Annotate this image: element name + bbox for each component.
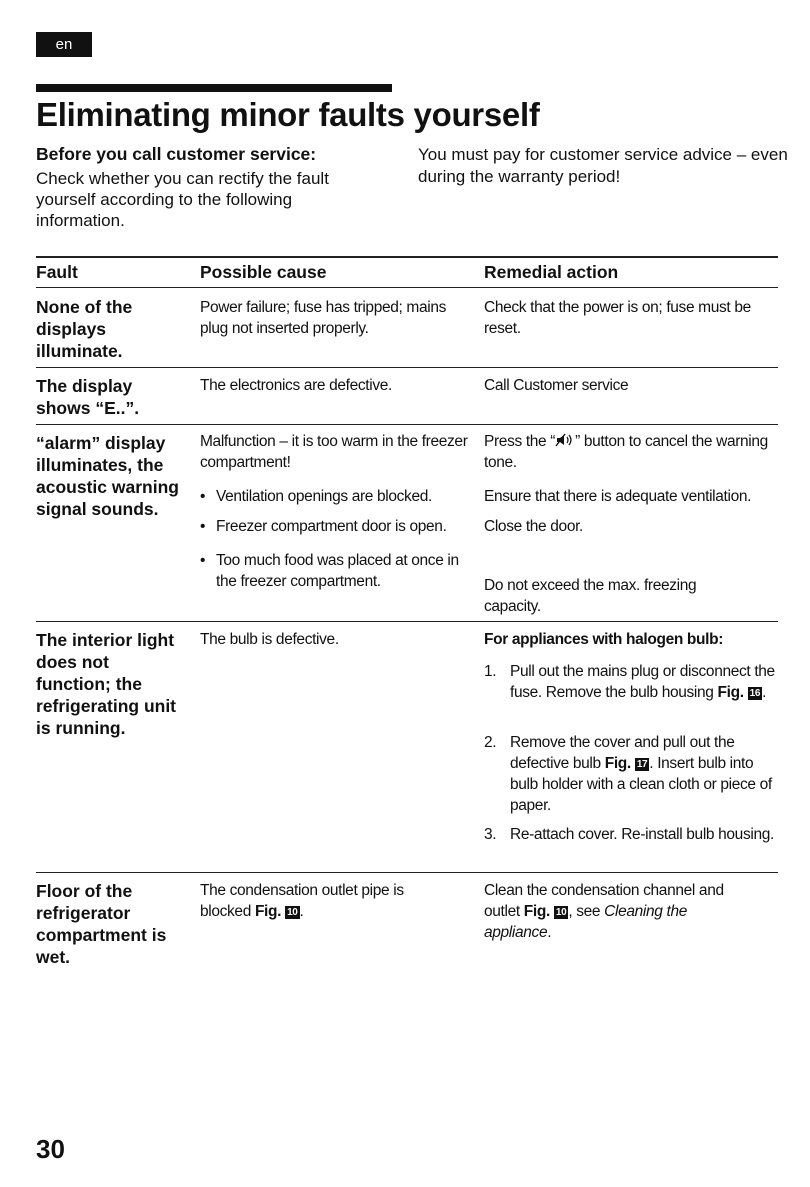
step-1-after: . [762, 684, 767, 701]
header-cause: Possible cause [200, 262, 327, 282]
title-rule [36, 84, 392, 92]
step-number: 3. [484, 826, 497, 843]
row-rule [36, 872, 778, 873]
cause-after: . [299, 903, 304, 920]
fault-floor-wet-text: Floor of the refrigerator compartment is wet. [36, 881, 167, 967]
row-rule [36, 424, 778, 425]
figure-ref-badge: 10 [287, 907, 298, 918]
cause-electronics: The electronics are defective. [200, 377, 392, 394]
cause-door-open [200, 516, 475, 537]
cause-bulb-defective: The bulb is defective. [200, 631, 339, 648]
step-number: 1. [484, 663, 497, 680]
remedy-clean-text: Clean the condensation channel and outlet [484, 882, 724, 920]
warranty-note: You must pay for customer service advice – even during the warranty period! [418, 145, 788, 186]
remedy-call-service: Call Customer service [484, 377, 629, 394]
figure-ref-badge: 16 [749, 688, 761, 699]
fault-floor-wet [36, 880, 186, 968]
cause-condensation-text: The condensation outlet pipe is blocked [200, 882, 404, 920]
cause-condensation-blocked [200, 880, 450, 922]
remedy-after: . [547, 924, 552, 941]
cause-door-open-text: Freezer compartment door is open. [216, 518, 447, 535]
page-title: Eliminating minor faults yourself [36, 96, 540, 133]
fig-label: Fig. [523, 903, 550, 920]
page-number: 30 [36, 1134, 65, 1164]
cause-too-warm: Malfunction – it is too warm in the freezer compartment! [200, 433, 468, 471]
header-fault: Fault [36, 262, 78, 282]
remedy-close-door: Close the door. [484, 518, 584, 535]
figure-ref-badge: 10 [555, 907, 567, 918]
fig-label: Fig. [254, 903, 282, 920]
remedy-ventilation: Ensure that there is adequate ventilation. [484, 488, 752, 505]
step-2-text: Remove the cover and pull out the defective bulb [510, 734, 735, 772]
cleaning-reference: Cleaning the appliance [484, 903, 687, 941]
remedy-check-power: Check that the power is on; fuse must be reset. [484, 299, 751, 337]
fault-no-display: None of the displays illuminate. [36, 297, 133, 361]
cause-too-much-food-text: Too much food was placed at once in the freezer compartment. [216, 552, 459, 590]
bullet: • [200, 552, 206, 569]
cause-ventilation-text: Ventilation openings are blocked. [216, 488, 432, 505]
remedy-clean-channel [484, 880, 754, 943]
step-2-after: . Insert bulb into bulb holder with a clean cloth or piece of paper. [510, 755, 772, 814]
header-rule [36, 287, 778, 288]
row-rule [36, 367, 778, 368]
bullet: • [200, 488, 206, 505]
intro-heading: Before you call customer service: [36, 144, 317, 164]
step-1-text: Pull out the mains plug or disconnect the fuse. Remove the bulb housing [510, 663, 775, 701]
figure-ref-badge: 17 [636, 759, 648, 770]
remedy-press-alarm-button [484, 431, 778, 473]
remedy-freezing-capacity: Do not exceed the max. freezing capacity. [484, 577, 697, 615]
cause-ventilation [200, 486, 475, 507]
fault-display-e: The display shows “E..”. [36, 376, 140, 418]
remedy-step-1 [484, 661, 778, 703]
remedy-step-2 [484, 732, 778, 816]
remedy-step-3 [484, 824, 778, 845]
fig-label: Fig. [604, 755, 631, 772]
language-badge: en [36, 32, 92, 57]
fig-label: Fig. [717, 684, 744, 701]
fault-alarm: “alarm” display illuminates, the acoustic warning signal sounds. [36, 433, 179, 519]
step-3-text: Re-attach cover. Re-install bulb housing. [510, 826, 774, 843]
alarm-off-speaker-icon [555, 433, 575, 447]
remedy-mid: , see [568, 903, 605, 920]
cause-too-much-food [200, 550, 475, 592]
remedy-press-pre: Press the “ [484, 433, 556, 450]
table-top-rule [36, 256, 778, 258]
row-rule [36, 621, 778, 622]
bullet: • [200, 518, 206, 535]
intro-text: Check whether you can rectify the fault yourself according to the following information. [36, 169, 329, 230]
header-remedy: Remedial action [484, 262, 619, 282]
remedy-halogen-heading: For appliances with halogen bulb: [484, 631, 724, 648]
step-number: 2. [484, 734, 497, 751]
fault-interior-light: The interior light does not function; the refrigerating unit is running. [36, 630, 177, 738]
remedy-press-post: ” button to cancel the warning tone. [484, 433, 768, 471]
cause-power-failure: Power failure; fuse has tripped; mains plug not inserted properly. [200, 299, 447, 337]
